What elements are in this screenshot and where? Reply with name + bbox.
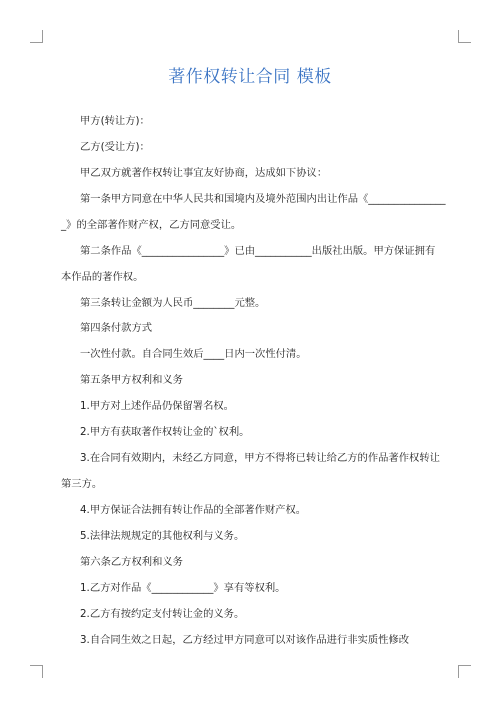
article-5-item-4: 4.甲方保证合法拥有转让作品的全部著作财产权。 [80,504,307,516]
article-2-line-2: 本作品的著作权。 [61,271,144,283]
page-corner-mark-top-right [458,30,471,43]
article-6-heading: 第六条乙方权利和义务 [80,556,183,568]
article-2-line-1: 第二条作品《________________》已由___________出版社出版。甲方保证拥有 [80,245,436,257]
party-b-line: 乙方(受让方)： [80,141,150,153]
article-3-line: 第三条转让金额为人民币________元整。 [80,297,266,309]
preamble-paragraph: 甲乙双方就著作权转让事宜友好协商，达成如下协议： [80,167,328,179]
article-6-item-2: 2.乙方有按约定支付转让金的义务。 [80,608,245,620]
article-5-item-3-line-2: 第三方。 [61,478,103,490]
article-6-item-1: 1.乙方对作品《____________》享有等权利。 [80,582,286,594]
page-corner-mark-bottom-right [458,665,471,678]
page-corner-mark-top-left [30,30,43,43]
article-4-heading: 第四条付款方式 [80,322,153,334]
article-5-item-1: 1.甲方对上述作品仍保留署名权。 [80,400,234,412]
article-5-item-3-line-1: 3.在合同有效期内，未经乙方同意，甲方不得将已转让给乙方的作品著作权转让 [80,452,440,464]
article-5-heading: 第五条甲方权利和义务 [80,374,183,386]
party-a-line: 甲方(转让方)： [80,115,150,127]
article-1-line-1: 第一条甲方同意在中华人民共和国境内及境外范围内出让作品《_______________ [80,193,446,205]
article-6-item-3: 3.自合同生效之日起，乙方经过甲方同意可以对该作品进行非实质性修改 [80,634,410,646]
document-title: 著作权转让合同 模板 [168,67,332,87]
article-1-line-2: _》的全部著作财产权，乙方同意受让。 [61,219,242,231]
page-corner-mark-bottom-left [30,665,43,678]
article-4-body: 一次性付款。自合同生效后____日内一次性付清。 [80,348,307,360]
article-5-item-5: 5.法律法规规定的其他权利与义务。 [80,530,245,542]
article-5-item-2: 2.甲方有获取著作权转让金的`权利。 [80,426,250,438]
